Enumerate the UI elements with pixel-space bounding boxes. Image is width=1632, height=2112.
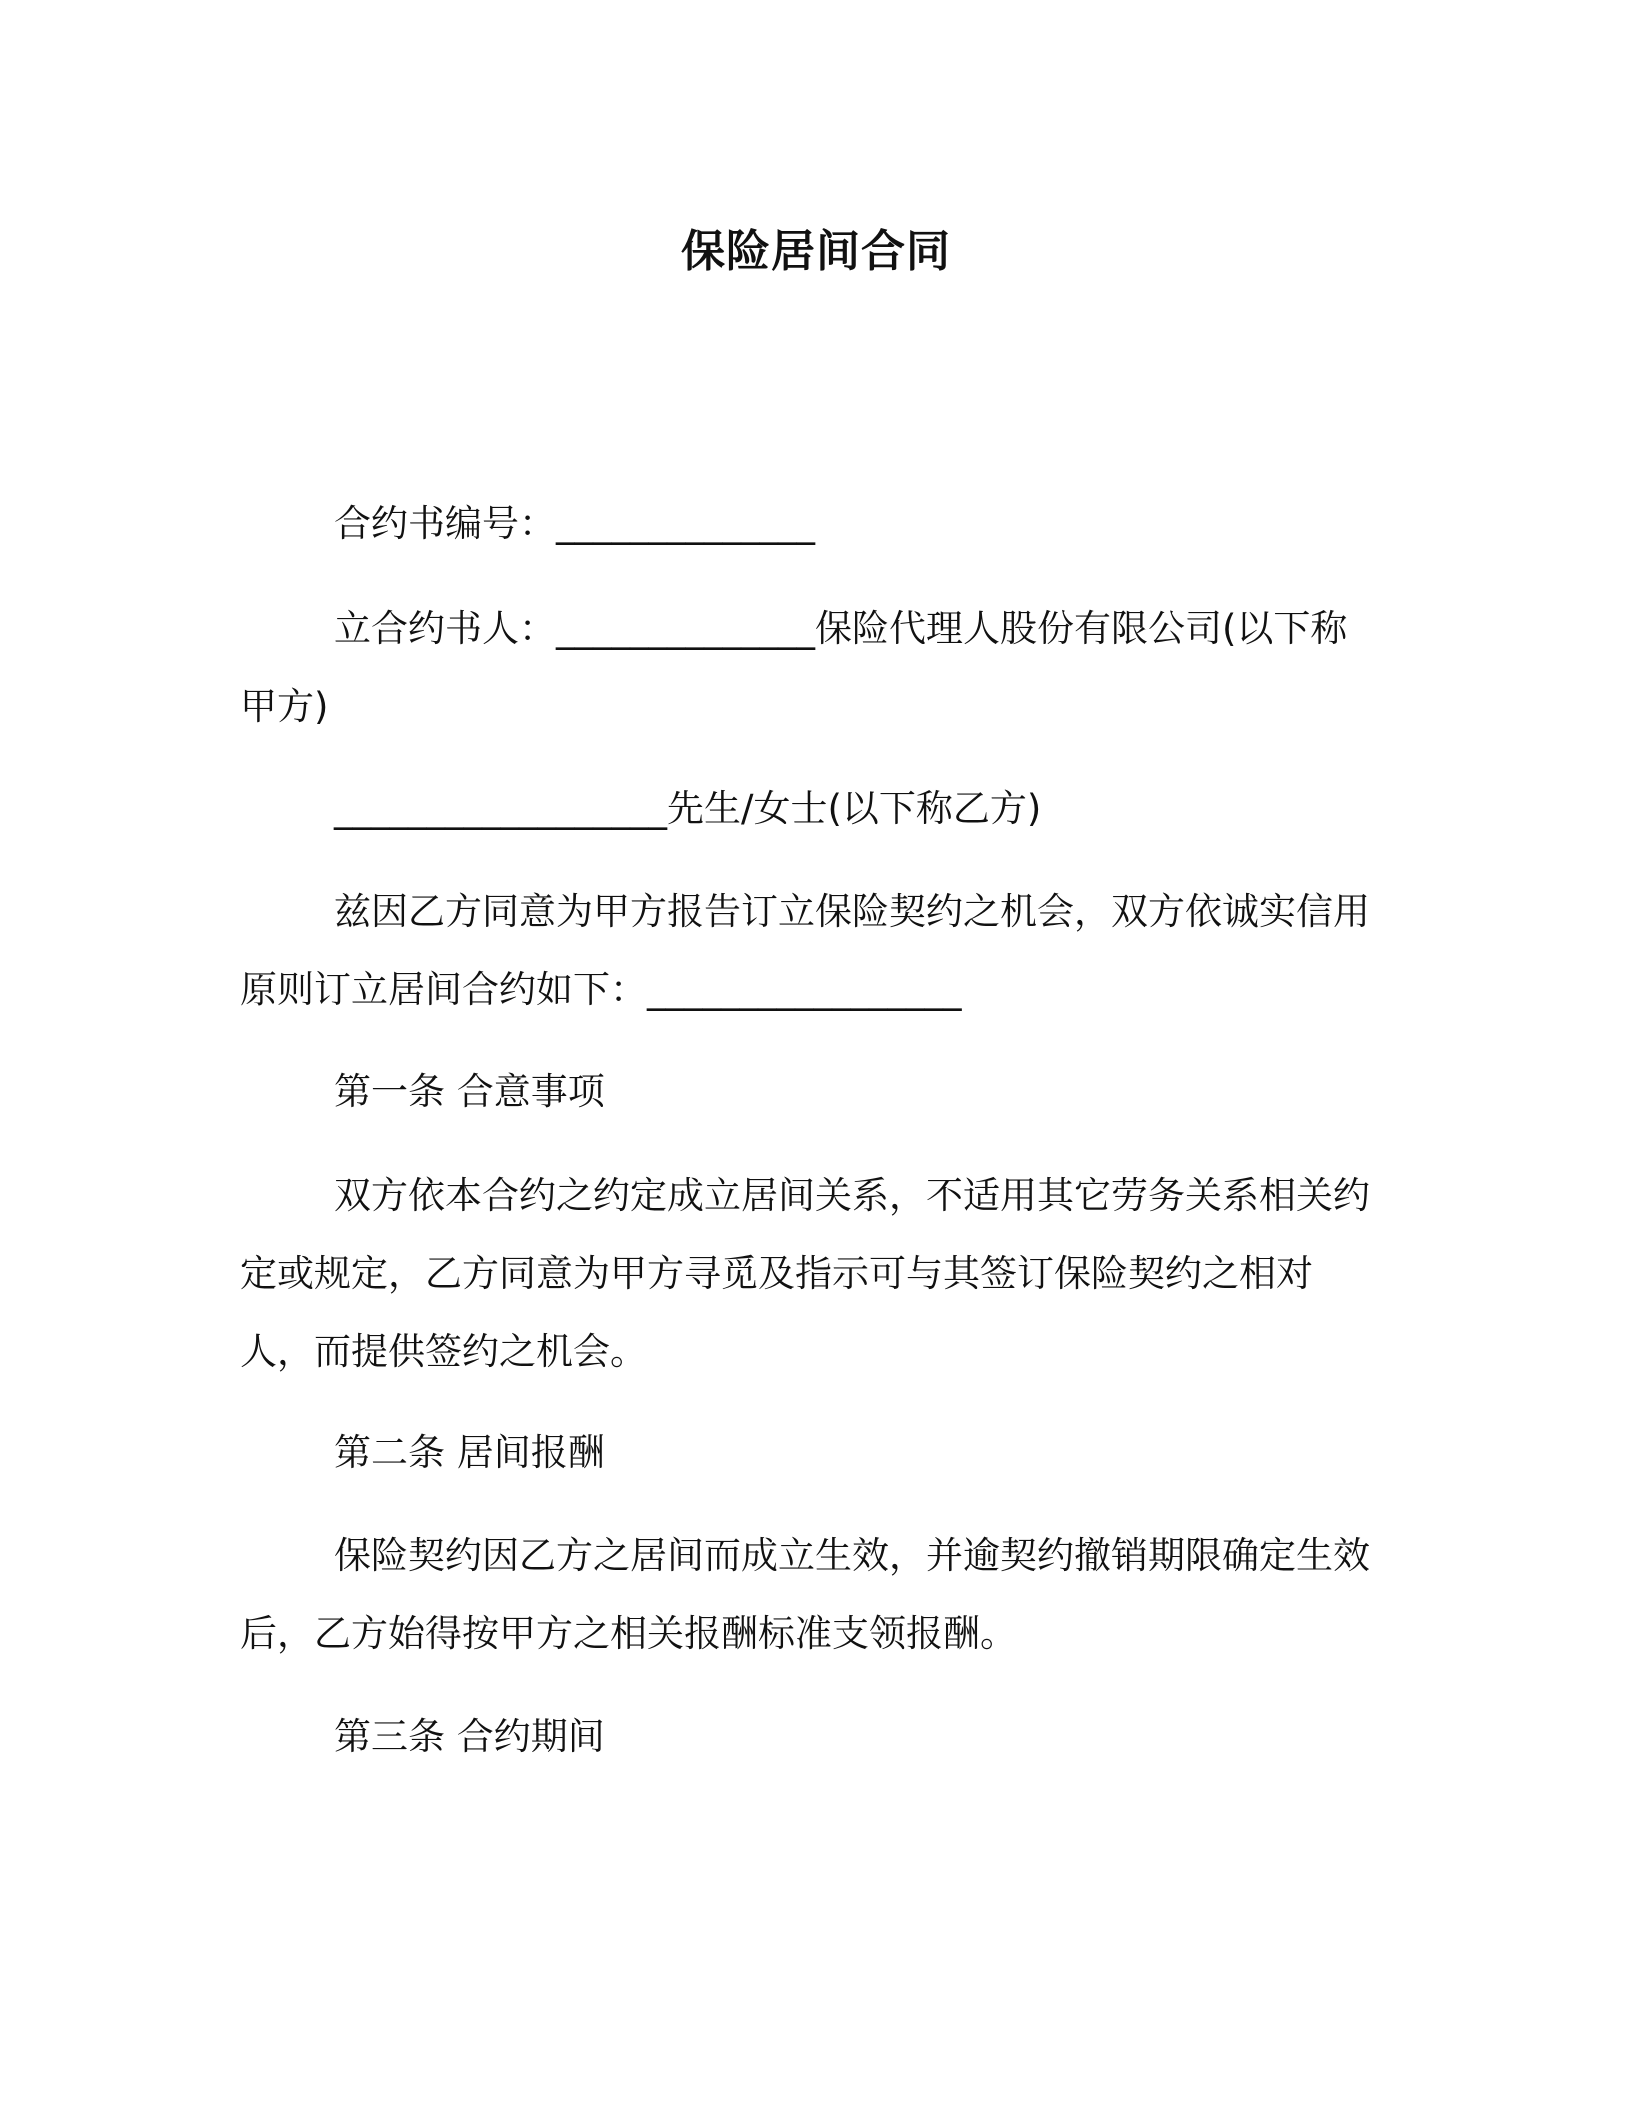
article-3-heading: 第三条 合约期间: [334, 1715, 605, 1758]
article-1-heading: 第一条 合意事项: [334, 1070, 605, 1113]
article-2-body: 保险契约因乙方之居间而成立生效，并逾契约撤销期限确定生效后，乙方始得按甲方之相关报酬标准支领报酬。: [240, 1534, 1370, 1655]
party-b-line: __________________先生/女士(以下称乙方): [334, 787, 1042, 830]
intro-paragraph: 兹因乙方同意为甲方报告订立保险契约之机会，双方依诚实信用原则订立居间合约如下：_________________: [240, 890, 1370, 1011]
contract-number-line: 合约书编号：______________: [334, 502, 815, 545]
document-title: 保险居间合同: [681, 226, 951, 277]
article-1-body: 双方依本合约之约定成立居间关系，不适用其它劳务关系相关约定或规定，乙方同意为甲方寻觅及指示可与其签订保险契约之相对人，而提供签约之机会。: [240, 1174, 1370, 1373]
party-a-line: 立合约书人：______________保险代理人股份有限公司(以下称甲方): [240, 607, 1348, 728]
article-2-heading: 第二条 居间报酬: [334, 1431, 605, 1474]
